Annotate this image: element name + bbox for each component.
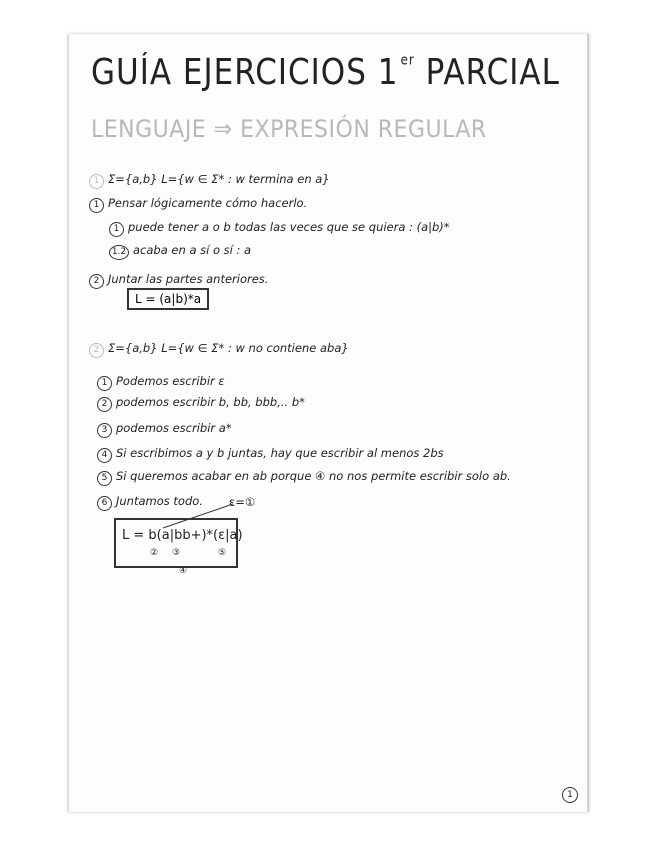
title-text: GUÍA EJERCICIOS 1 (91, 52, 399, 94)
ex2-item-4-text: Si escribimos a y b juntas, hay que escribir al menos 2bs (116, 446, 444, 460)
page-title (91, 52, 560, 93)
ex1-step1-text: Pensar lógicamente cómo hacerlo. (108, 196, 308, 210)
ex1-substep2-text: acaba en a sí o sí : a (133, 243, 252, 257)
ex2-item-5-number: 5 (97, 471, 112, 486)
ex1-statement: Σ={a,b} L={w ∈ Σ* : w termina en a} (108, 172, 330, 186)
ex1-step2 (89, 272, 268, 289)
mark-3: ③ (172, 548, 181, 558)
epsilon-annotation: ε=① (229, 495, 256, 509)
ex2-item-5 (97, 469, 511, 486)
notebook-page (68, 34, 589, 812)
ex2-item-5-text: Si queremos acabar en ab porque ④ no nos permite escribir solo ab. (116, 469, 511, 483)
page-subtitle: LENGUAJE ⇒ EXPRESIÓN REGULAR (91, 116, 487, 144)
ex1-step2-number: 2 (89, 274, 104, 289)
ex1-answer-box: L = (a|b)*a (127, 288, 209, 310)
ex1-step2-text: Juntar las partes anteriores. (108, 272, 269, 286)
ex1-substep2 (109, 243, 251, 260)
ex2-item-1-number: 1 (97, 376, 112, 391)
ex1-step1-number: 1 (89, 198, 104, 213)
ex2-item-3 (97, 421, 232, 438)
ex1-substep1-number: 1 (109, 222, 124, 237)
title-superscript: er (400, 52, 415, 69)
ex1-substep2-number: 1.2 (109, 245, 129, 260)
ex2-item-6-number: 6 (97, 496, 112, 511)
ex2-item-3-text: podemos escribir a* (116, 421, 232, 435)
ex1-substep1 (109, 220, 450, 237)
ex2-answer-formula: L = b(a|bb+)*(ε|a) (122, 528, 243, 543)
ex2-number: 2 (89, 343, 104, 358)
ex2-item-1 (97, 374, 225, 391)
ex2-item-1-text: Podemos escribir ε (116, 374, 225, 388)
mark-4: ④ (179, 566, 188, 576)
ex1-statement-line (89, 172, 330, 189)
ex2-item-6-text: Juntamos todo. (116, 494, 203, 508)
mark-2: ② (150, 548, 159, 558)
ex2-item-3-number: 3 (97, 423, 112, 438)
ex2-statement: Σ={a,b} L={w ∈ Σ* : w no contiene aba} (108, 341, 349, 355)
ex1-number: 1 (89, 174, 104, 189)
ex2-item-4-number: 4 (97, 448, 112, 463)
page-number: 1 (562, 787, 578, 803)
ex2-item-4 (97, 446, 444, 463)
ex2-item-2-number: 2 (97, 397, 112, 412)
ex2-item-2-text: podemos escribir b, bb, bbb,.. b* (116, 395, 305, 409)
ex2-answer-box (114, 518, 243, 568)
ex2-statement-line (89, 341, 349, 358)
title-end-text: PARCIAL (425, 52, 560, 94)
ex2-item-2 (97, 395, 305, 412)
ex1-step1 (89, 196, 307, 213)
ex1-substep1-text: puede tener a o b todas las veces que se quiera : (a|b)* (128, 220, 450, 234)
mark-5: ⑤ (218, 548, 227, 558)
